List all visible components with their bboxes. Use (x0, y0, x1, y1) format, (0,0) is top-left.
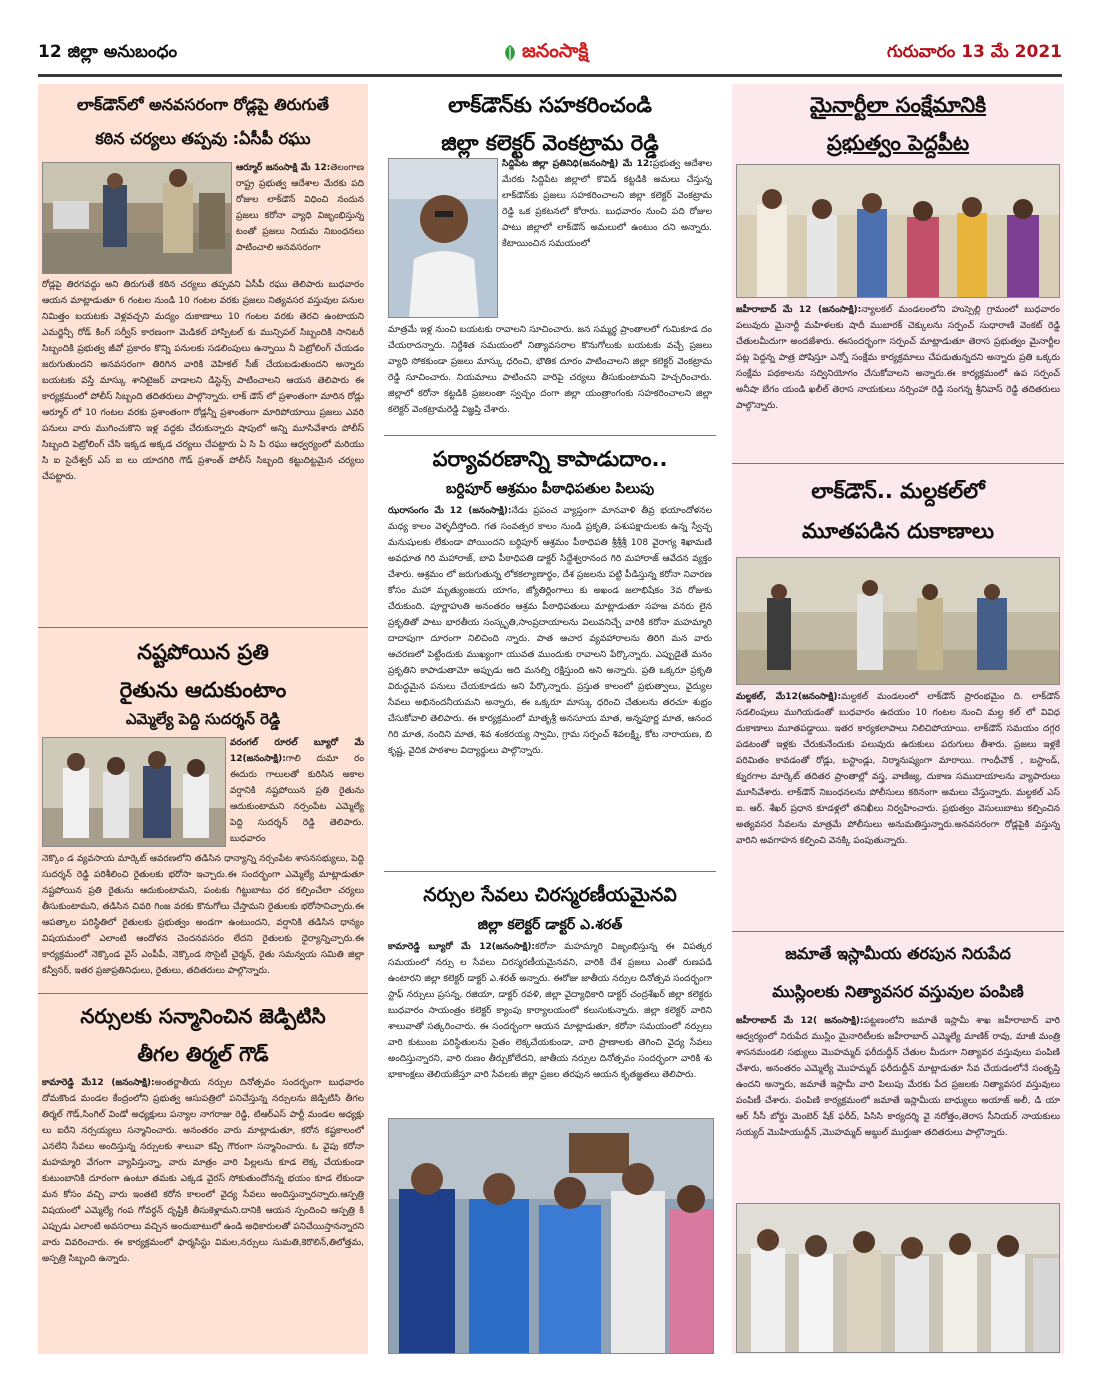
logo-text: జనంసాక్షి (522, 40, 589, 62)
article-headline: నర్సులకు సన్మానించిన జెడ్పిటిసి తీగల తిర్మల్ గౌడ్ (80, 1004, 326, 1066)
article-body: మాత్రమే ఇళ్ల నుంచి బయటకు రావాలని సూచించారు. జన సమ్మర్థ ప్రాంతాలలో గుమికూడ దం చేయరాదన్నారు. నిర్దేశిత సమయంలో నిత్యావసరాల కొనుగోలుకు బయటకు వచ్చే ప్రజలు వ్యాధి సోకకుండా ప్రజలు మాస్కు ధరించి, భౌతిక దూరం పాటించాలని జిల్లా కలెక్టర్ వెంకట్రామ రెడ్డి సూచించారు. నియమాలు పాటించని వారిపై చర్యలు తీసుకుంటామని హెచ్చరించారు. జిల్లాలో కరోనా కట్టడికి ప్రజలంతా స్వచ్ఛం దంగా జిల్లా యంత్రాంగంకు సహకరించాలని జిల్లా కలెక్టర్ వెంకట్రామరెడ్డి విజ్ఞప్తి చేశారు. (388, 325, 712, 415)
article-body-side: వరంగల్ రూరల్ బ్యూరో మే 12(జనంసాక్షి):గాలి దుమా రం ఈదురు గాలులతో కురిసిన అకాల వర్షానికి నష్టపోయిన ప్రతి రైతును ఆదుకుంటామని నర్సంపేట ఎమ్మెల్యే పెద్ది సుదర్శన్ రెడ్డి తెలిపారు. బుధవారం (230, 738, 364, 844)
article-body: ఝరాసంగం మే 12 (జనంసాక్షి):నేడు ప్రపంచ వ్యాప్తంగా మానవాళి తీవ్ర భయాందోళనల మధ్య కాలం వెళ్ళదీస్తోంది. గత సంవత్సర కాలం నుండి ప్రకృతి, పశుపక్షాదులకు ఉన్న స్వేచ్ఛ మనుషులకు లేకుండా పోయిందని బర్దిపూర్ ఆశ్రమం పీఠాధిపతి శ్రీశ్రీశ్రీ 108 వైరాగ్య శిఖామణి అవధూత గిరి మహారాజ్, బావి పీఠాధిపతి డాక్టర్ సిద్దేశ్వరానంద గిరి మహారాజ్ ఆవేదన వ్యక్తం చేశారు. ఆశ్రమం లో జరుగుతున్న లోకకల్యాణార్థం, దేశ ప్రజలను పట్టి పీడిస్తున్న కరోనా నివారణ కోసం మహా మృత్యుంజయ యాగం, జ్యోతిర్లింగాలు కు అఖండ జలాభిషేకం 3వ రోజుకు చేరుకుంది. పూర్ణాహుతి అనంతరం ఆశ్రమ పీఠాధిపతులు మాట్లాడుతూ సహజ వనరు లైన ప్రకృతితో పాటు భారతీయ సంస్కృతి,సాంప్రదాయాలను విలువనిచ్చే వారికి కరోనా మహమ్మారి దాదాపుగా దూరంగా నిలిచింది న్నారు. పాత ఆచార వ్యవహారాలను తిరిగి మన వారు ఆచరణలో పెట్టేందుకు ముఖ్యంగా యువత ముందుకు రావాలని పేర్కొన్నారు. ఎప్పుడైతే మనం ప్రకృతిని కాపాడుతామో అప్పుడు అది మనల్ని రక్షిస్తుంది అని అన్నారు. ప్రతి ఒక్కరూ ప్రకృతి విరుద్ధమైన పనులు చేయకూడదు అని పేర్కొన్నారు. ప్రస్తుత కాలంలో ప్రభుత్వాలు, వైద్యుల సేవలు అభినందనీయమని అన్నారు, ఈ ఒక్కరూ మాస్కు ధరించి చేతులను తరచూ శుభ్రం చేసుకోవాలి తెలిపారు. ఈ కార్యక్రమంలో మాతృశ్రీ అనసూయ మాత, అన్నపూర్ణ మాత, ఆనంద గిరి మాత, నందిని మాత, శివ శంకరయ్య స్వామి, గ్రామ సర్పంచ్ శివలక్ష్మి, కోట నారాయణ, బి కృష్ణ, వైదిక పాఠశాల విద్యార్థులు పాల్గొన్నారు. (388, 506, 712, 756)
article-subhead: బర్దిపూర్ ఆశ్రమం పీఠాధిపతుల పిలుపు (445, 481, 655, 497)
article-zptc-nurses (38, 995, 368, 1354)
article-headline: లాక్‌డౌన్‌లో అనవసరంగా రోడ్లపై తిరుగుతే కఠిన చర్యలు తప్పవు :ఏసీపీ రఘు (77, 95, 329, 148)
middle-column (384, 84, 716, 1354)
divider (732, 931, 1064, 932)
article-body: జహీరాబాద్ మే 12( జనంసాక్షి):పట్టణంలోని జమాతే ఇస్లామీ శాఖ జహీరాబాద్ వారి ఆధ్వర్యంలో నిరుపేద ముస్లిం మైనారిటీలకు జహీరాబాద్ ఎమ్మెల్యే మాణిక్ రావు, మాజీ మంత్రి శాసనమండలి సభ్యులు మొహమ్మద్ ఫరీదుద్దీన్ చేతుల మీదుగా నిత్యావర వస్తువులు పంపిణి చేశారు, అనంతరం ఎమ్మెల్యే మొహమ్మద్ ఫరీదుద్దీన్ మాట్లాడుతూ సేవ చేయడంలోనే సంతృప్తి ఉందని అన్నారు, జమాతే ఇస్లామీ వారి పిలుపు మేరకు పేద ప్రజలకు నిత్యావసర వస్తువులు పంపిణీ చేశారు. పంపిణి కార్యక్రమంలో జమాతే ఇస్లామీయ బాధ్యులు అయాజ్ అలీ, డి యా ఆర్ సీసీ బోర్డు మెంబెర్ షేక్ ఫరీద్, పిసిసి కార్యదర్శి వై నరోత్తం,తెరాస సీనియర్ నాయకులు సయ్యద్ మొహియుద్దీన్ ,మొహమ్మద్ అబ్దుల్ ముర్తుజా తదితరులు పాల్గొన్నారు. (736, 1016, 1060, 1138)
article-body: నెక్కొం డ వ్యవసాయ మార్కెట్ ఆవరణలోని తడిసిన ధాన్యాన్ని నర్సంపేట శాసనసభ్యులు, పెద్ది సుదర్శన్ రెడ్డి పరిశీలించి రైతులకు భరోసా ఇచ్చారు.ఈ సందర్భంగా ఎమ్మెల్యే మాట్లాడుతూ నష్టపోయిన ప్రతి రైతును ఆదుకుంటామని, పంటకు గిట్టుబాటు ధర కల్పించేలా చర్యలు తీసుకుంటామని, తడిసిన చివరి గింజ వరకు కొనుగోలు చేస్తామని రైతులకు భరోసానిచ్చారు.ఈ ఆపత్కాల పరిస్థితిలో రైతులకు ప్రభుత్వం అండగా ఉంటుందని, వర్షానికి తడిసిన ధాన్యం విషయమంలో ఎలాంటి ఆందోళన చెందనవసరం లేదని రైతులకు ధైర్యాన్నిచ్చారు.ఈ కార్యక్రమంలో నెక్కొండ వైస్ ఎంపీపీ, నెక్కొండ సొసైటీ చైర్మన్, రైతు సమన్వయ సమితి జిల్లా కన్వీనర్, ఇతర ప్రజాప్రతినిధులు, రైతులు, తదితరులు పాల్గొన్నారు. (42, 854, 364, 976)
article-photo-collector (388, 158, 498, 318)
right-column (732, 84, 1064, 1354)
article-peddi-sudarshan-reddy (38, 629, 368, 993)
article-body: కామారెడ్డి మే12 (జనంసాక్షి):అంతర్జాతీయ నర్సుల దినోత్సవం సందర్భంగా బుధవారం దోమకొండ మండల కేంద్రంలోని ప్రభుత్వ ఆసుపత్రిలో పనిచేస్తున్న నర్సులను జెడ్పిటిసి తీగల తిర్మల్ గౌడ్,సింగిల్ విండో అధ్యక్షులు పన్యాల నాగరాజు రెడ్డి, టిఆర్ఎస్ పార్టీ మండల అధ్యక్షు లు ఐరేని నర్సయ్యలు సన్మానించారు. అనంతరం వారు మాట్లాడుతూ, కరోన కష్టకాలంలో ఎనలేని సేవలు అందిస్తున్న నర్సులకు శాలువా కప్పి గౌరంగా సన్మానించారు. ఓ వైపు కరోనా మహమ్మారి వేగంగా వ్యాపిస్తున్నా, వారు మాత్రం వారి పిల్లలను కూడ లెక్క చేయకుండా కుటుంబానికి దూరంగా ఉంటూ తమకు ఎక్కడ వైరస్ సోకుతుందోనన్న భయం కూడ లేకుండా మన కోసం వచ్చి వారు ఇంతటి కరోన కాలంలో వైద్య సేవలు అందిస్తున్నారన్నారు.ఆస్పత్రి విషయంలో ఎమ్మెల్యే గంప గోవర్ధన్ దృష్టికి తీసుకెళ్లామని.దానికి ఆయన స్పందించి ఆస్పత్రి కి ఎప్పుడు ఎలాంటి అవసరాలు వచ్చిన అందుబాటులో ఉండి అధికారులతో పనిచేయిస్తానన్నారని వారు వివరించారు. ఈ కార్యక్రమంలో ఫార్మసిస్టు విమల,నర్సులు సుమతి,కెరొలిన్,తిలోత్తమ, అస్పత్రి సిబ్బంది ఉన్నారు. (42, 1078, 364, 1264)
article-body-side: ఆర్మూర్ జనంసాక్షి మే 12:తెలంగాణ రాష్ట్ర ప్రభుత్వ ఆదేశాల మేరకు పది రోజుల లాక్‌డౌన్ విధించి నందున ప్రజలు కరోనా వ్యాధి విజృంభిస్తున్న టంతో ప్రజలు నియమ నిబంధనలు పాటించాలి అనవసరంగా (236, 163, 364, 253)
newspaper-logo (500, 38, 640, 70)
divider (384, 871, 716, 872)
article-protect-environment (384, 437, 716, 870)
article-collector-venkatrama-reddy (384, 84, 716, 434)
article-photo-nurses-felicitation (388, 1118, 714, 1354)
article-nurses-services (384, 873, 716, 1354)
article-subhead: జిల్లా కలెక్టర్ డాక్టర్ ఎ.శరత్ (477, 917, 623, 933)
article-body-side: సిద్దిపేట జిల్లా ప్రతినిధి(జనంసాక్షి) మే 12:ప్రభుత్వ ఆదేశాల మేరకు సిద్దిపేట జిల్లాలో కొవిడ్ కట్టడికి అమలు చేస్తున్న లాక్‌డౌన్‌కు ప్రజలు సహకరించాలని జిల్లా కలెక్టర్ వెంకట్రామ రెడ్డి ఒక ప్రకటనలో కోరారు. బుధవారం నుంచి పది రోజుల పాటు జిల్లాలో లాక్‌డౌన్ అమలులో ఉంటుం దని అన్నారు. కేటాయించిన సమయంలో (502, 159, 712, 249)
article-photo-mla-visit (42, 737, 226, 847)
divider (732, 463, 1064, 464)
masthead (38, 34, 1062, 78)
article-photo-essentials-distribution (736, 1203, 1060, 1353)
divider (38, 993, 368, 994)
article-body: కామారెడ్డి బ్యూరో మే 12(జనంసాక్షి):కరోనా మహమ్మారి విజృంభిస్తున్న ఈ విపత్కర సమయంలో నర్సు ల సేవలు చిరస్మరణీయమైనవని, వారికి దేశ ప్రజలు ఎంతో రుణపడి ఉంటారని జిల్లా కలెక్టర్ డాక్టర్ ఎ.శరత్ అన్నారు. ఈరోజు జాతీయ నర్సుల దినోత్సవ సందర్భంగా స్టాఫ్ నర్సులు ప్రసన్న, రజియా, డాక్టర్ రవళి, జిల్లా వైద్యాధికారి డాక్టర్ చంద్రశేఖర్ జిల్లా కలెక్టరు బుధవారం సాయంత్రం కలెక్టర్ క్యాంపు కార్యాలయంలో కలుసుకున్నారు. జిల్లా కలెక్టర్ వారిని శాలువాతో సత్కరించారు. ఈ సందర్భంగా ఆయన మాట్లాడుతూ, కరోనా సమయంలో నర్సులు వారి కుటుంబ పరిస్థితులను సైతం లెక్కచేయకుండా, వారి ప్రాణాలకు తెగించి వైద్య సేవలు అందిస్తున్నారని, వారి రుణం తీర్చుకోలేదని, జాతీయ నర్సుల దినోత్సవం సందర్భంగా వారికి శు భాకాంక్షలు తెలియజేస్తూ వారి సేవలకు జిల్లా ప్రజల తరఫున ఆయన కృతజ్ఞతలు తెలిపారు. (388, 942, 712, 1080)
article-headline: నర్సుల సేవలు చిరస్మరణీయమైనవి (423, 884, 677, 906)
article-photo-maldakal-street (736, 557, 1060, 685)
article-headline: నష్టపోయిన ప్రతి రైతును ఆదుకుంటాం (119, 640, 287, 702)
article-photo-police-checkpoint (42, 162, 232, 274)
issue-date: గురువారం 13 మే 2021 (887, 42, 1062, 62)
article-headline: జమాతే ఇస్లామీయ తరపున నిరుపేద ముస్లింలకు నిత్యావసర వస్తువుల పంపిణి (772, 944, 1024, 1001)
divider (384, 435, 716, 436)
page-label: 12 జిల్లా అనుబంధం (38, 42, 178, 62)
article-headline: పర్యావరణాన్ని కాపాడుదాం.. (432, 447, 668, 471)
article-body: రోడ్లపై తిరగవద్దు అని తిరుగుతే కఠిన చర్యలు తప్పవని ఏసీపీ రఘు తెలిపారు బుధవారం ఆయన మాట్లాడుతూ 6 గంటల నుండి 10 గంటల వరకు ప్రజలు నిత్యవసర వస్తువుల పనుల నిమిత్తం బయటకు వెళ్లవచ్చని మద్యం దుకాణాలు 10 గంటల వరకు తెరచి ఉంటాయని ఎమర్జెన్సీ రోడ్ కింగ్ సర్వీస్ కారణంగా మెడికల్ హాస్పిటల్ కు మున్సిపల్ సిబ్బందికి సానిటరీ సిబ్బందికి ప్రభుత్వ జీవో ప్రకారం కొన్ని పనులకు సడలింపులు ఉన్నాయి నీ పెట్రోలింగ్ చేయడం జరుగుతుందని అనవసరంగా తిరిగిన వారికి వెహికల్ సీజ్ చేయబడుతుందని అన్నారు బయటకు వస్తే మాస్కు శానిటైజర్ వాడాలని డిస్టెన్స్ పాటించాలని ఆయన తెలిపారు ఈ కార్యక్రమంలో పోలీస్ సిబ్బంది తదితరులు పాల్గొన్నారు. లాక్ డౌన్ లో ప్రశాంతంగా మారిన రోడ్లు ఆర్మూర్ లో 10 గంటల వరకు ప్రశాంతంగా రోడ్లన్నీ ప్రశాంతంగా మారిపోయాయి ప్రజలు ఎవరి పనులు వారు ముగించుకొని ఇళ్ల వద్దకు చేరుకున్నారు షాపులో అన్ని మూసివేశారు పోలీస్ సిబ్బంది పెట్రోలింగ్ చేసి ఇక్కడ అక్కడ చర్యలు చేపట్టారు ఏ సి పి రఘు ఆధ్వర్యంలో మరియు సి ఐ సైదేశ్వర్ ఎస్ ఐ లు యాదగిరి గౌడ్ ప్రశాంత్ పోలీస్ సిబ్బంది కట్టుదిట్టమైన చర్యలు చేపట్టారు. (42, 280, 364, 482)
article-headline: మైనార్టీలా సంక్షేమానికి ప్రభుత్వం పెద్దపీట (809, 93, 987, 155)
article-headline: లాక్‌డౌన్.. మల్దకల్‌లో మూతపడిన దుకాణాలు (801, 479, 995, 543)
article-acp-raghu (38, 84, 368, 626)
article-headline: లాక్‌డౌన్‌కు సహకరించండి జిల్లా కలెక్టర్ వెంకట్రామ రెడ్డి (441, 93, 659, 155)
leaf-icon (500, 43, 520, 63)
article-photo-cheque-distribution (736, 164, 1060, 298)
article-subhead: ఎమ్మెల్యే పెద్ది సుదర్శన్ రెడ్డి (125, 710, 281, 728)
left-column (38, 84, 368, 1354)
article-minority-welfare (732, 84, 1064, 462)
divider (38, 627, 368, 628)
article-jamaat-islami-distribution (732, 933, 1064, 1354)
article-maldakal-lockdown (732, 465, 1064, 930)
masthead-rule (38, 74, 1062, 77)
article-body: జహీరాబాద్ మే 12 (జనంసాక్షి):న్యాలకల్ మండలంలోని హుస్సెల్లి గ్రామంలో బుధవారం పలువురు మైనార్టీ మహిళలకు షాదీ ముబారక్ చెక్కులను సర్పంచ్ సుధారాణి వెంకట్ రెడ్డి చేతులమీదుగా అందజేశారు. ఈసందర్భంగా సర్పంచ్ మాట్లాడుతూ తెరాస ప్రభుత్వం మైనార్టీల పట్ల పెద్దన్న పాత్ర పోషిస్తూ ఎన్నో సంక్షేమ కార్యక్రమాలు చేపడుతున్నదని అన్నారు ప్రతి ఒక్కరు సంక్షేమ పథకాలను సద్వినియోగం చేసుకోవాలని అన్నారు.ఈ కార్యక్రమంలో ఉప సర్పంచ్ అనీషా బేగం యండి ఖలీల్ తెరాస నాయకులు నర్సింహా రెడ్డి సంగన్న శ్రీనివాస్ రెడ్డి తదితరులు పాల్గొన్నారు. (736, 305, 1060, 411)
article-body: మల్దకల్, మే12(జనంసాక్షి):మల్దకల్ మండలంలో లాక్‌డౌన్ ప్రారంభమైం ది. లాక్‌డౌన్ సడలింపులు ముగియడంతో బుధవారం ఉదయం 10 గంటల నుంచి మల్ద కల్ లో వివిధ దుకాణాలు మూతపడ్డాయి. ఇతర కార్యకలాపాలు నిలిచిపోయాయి. లాక్‌డౌన్ సమయం దగ్గర పడటంతో ఇళ్లకు చేరుకునేందుకు పలువురు ఉరుకులు పరుగులు తీశారు. ప్రజలు ఇళ్లకే పరిమితం కావడంతో రోడ్లు, బస్టాండ్లు, నిర్మానుష్యంగా మారాయి. గాంధీచౌక్ , బస్టాండ్, క్నురగాల మార్కెట్ తదితర ప్రాంతాల్లో వస్త్ర, వాణిజ్య, దుకాణ సముదాయాలను వ్యాపారులు మూసివేశారు. లాక్‌డౌన్ నిబంధనలను పోలీసులు కఠినంగా అమలు చేస్తున్నారు. మల్దకల్ ఎస్ ఐ. ఆర్. శేఖర్ ప్రధాన కూడళ్లలో తనిఖీలు నిర్వహించారు. ప్రభుత్వం వెసులుబాటు కల్పించిన అత్యవసర సేవలను మాత్రమే పోలీసులు అనుమతిస్తున్నారు.అనవసరంగా రోడ్లపైకి వస్తున్న వారిని అవగాహన కల్పించి వెనక్కి పంపుతున్నారు. (736, 692, 1060, 846)
